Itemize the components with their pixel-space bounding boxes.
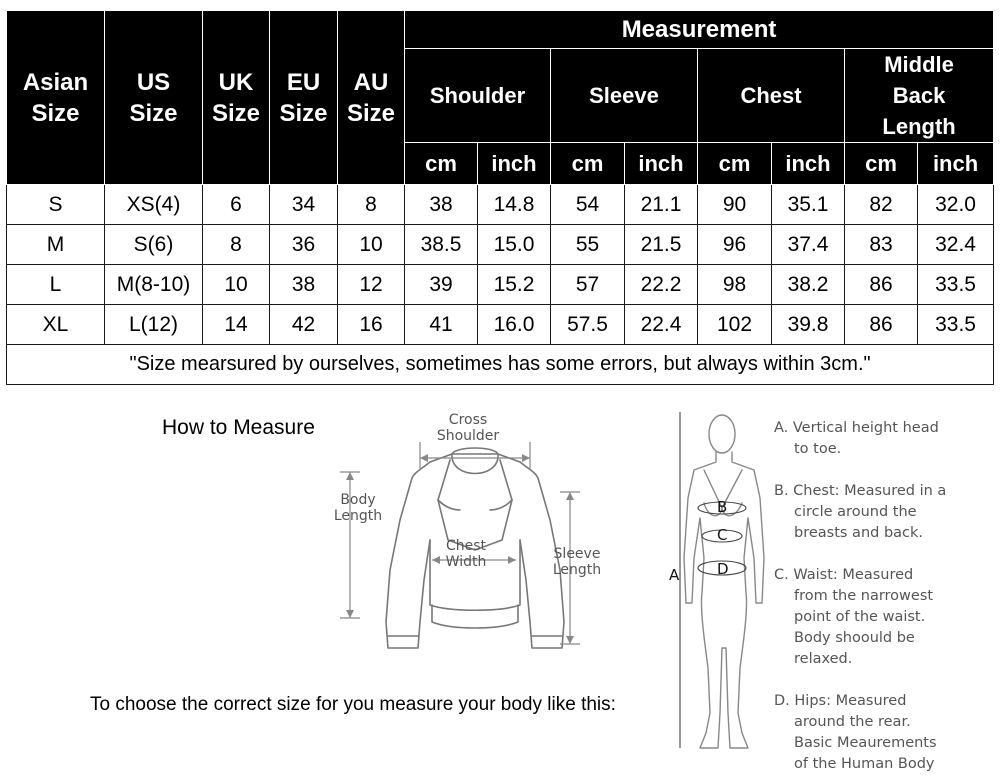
- unit-header: cm: [405, 143, 478, 185]
- table-cell: 22.4: [625, 305, 698, 345]
- table-cell: 38: [270, 265, 338, 305]
- table-cell: 10: [338, 225, 405, 265]
- table-row: [7, 265, 994, 305]
- header-measurement: Measurement: [405, 11, 994, 49]
- table-cell: 15.2: [478, 265, 551, 305]
- header-eu-size: EU Size: [270, 11, 338, 185]
- table-cell: 57.5: [551, 305, 625, 345]
- table-cell: M: [7, 225, 105, 265]
- legend-item-c: C. Waist: Measured from the narrowest point of the waist. Body shoould be relaxed.: [774, 567, 934, 667]
- table-cell: 36: [270, 225, 338, 265]
- table-cell: 86: [845, 305, 918, 345]
- legend-item-d: D. Hips: Measured around the rear. Basic Meaurements of the Human Body: [774, 693, 937, 772]
- measurement-note: "Size mearsured by ourselves, sometimes has some errors, but always within 3cm.": [7, 345, 994, 385]
- figure-label-b: B: [717, 498, 728, 516]
- choose-size-instruction: To choose the correct size for you measure your body like this:: [90, 694, 616, 715]
- table-cell: 14: [203, 305, 270, 345]
- table-cell: 10: [203, 265, 270, 305]
- header-au-size: AU Size: [338, 11, 405, 185]
- table-cell: 8: [338, 185, 405, 225]
- figure-label-d: D: [717, 560, 729, 578]
- size-chart-table: [6, 10, 994, 385]
- body-length-label: Body Length: [333, 492, 383, 524]
- table-cell: 6: [203, 185, 270, 225]
- table-cell: 16.0: [478, 305, 551, 345]
- header-chest: Chest: [698, 49, 845, 143]
- table-cell: 90: [698, 185, 772, 225]
- table-cell: 15.0: [478, 225, 551, 265]
- unit-header: inch: [918, 143, 994, 185]
- table-cell: 32.4: [918, 225, 994, 265]
- table-cell: 38.5: [405, 225, 478, 265]
- unit-header: cm: [698, 143, 772, 185]
- table-cell: 54: [551, 185, 625, 225]
- chest-width-label: Chest Width: [445, 538, 487, 570]
- how-to-measure-title: How to Measure: [162, 416, 315, 439]
- table-cell: 32.0: [918, 185, 994, 225]
- table-cell: 34: [270, 185, 338, 225]
- unit-header: cm: [551, 143, 625, 185]
- table-cell: M(8-10): [105, 265, 203, 305]
- table-cell: 38.2: [772, 265, 845, 305]
- header-shoulder: Shoulder: [405, 49, 551, 143]
- table-row: [7, 185, 994, 225]
- table-cell: 82: [845, 185, 918, 225]
- legend-item-b: B. Chest: Measured in a circle around the breasts and back.: [774, 483, 947, 541]
- table-cell: S: [7, 185, 105, 225]
- header-middle-back-length: Middle Back Length: [845, 49, 994, 143]
- table-cell: 96: [698, 225, 772, 265]
- table-cell: L(12): [105, 305, 203, 345]
- table-cell: 83: [845, 225, 918, 265]
- header-sleeve: Sleeve: [551, 49, 698, 143]
- table-cell: XL: [7, 305, 105, 345]
- table-row: [7, 225, 994, 265]
- figure-label-c: C: [717, 526, 728, 544]
- table-cell: 33.5: [918, 265, 994, 305]
- table-cell: 37.4: [772, 225, 845, 265]
- table-cell: 86: [845, 265, 918, 305]
- table-cell: 33.5: [918, 305, 994, 345]
- unit-header: inch: [625, 143, 698, 185]
- table-cell: 22.2: [625, 265, 698, 305]
- header-asian-size: Asian Size: [7, 11, 105, 185]
- unit-header: inch: [772, 143, 845, 185]
- table-cell: 98: [698, 265, 772, 305]
- table-cell: S(6): [105, 225, 203, 265]
- table-cell: 12: [338, 265, 405, 305]
- table-cell: 16: [338, 305, 405, 345]
- table-cell: 42: [270, 305, 338, 345]
- table-cell: 8: [203, 225, 270, 265]
- table-cell: 55: [551, 225, 625, 265]
- table-cell: 21.5: [625, 225, 698, 265]
- cross-shoulder-label: Cross Shoulder: [436, 412, 500, 444]
- sleeve-length-label: Sleeve Length: [552, 546, 602, 578]
- table-cell: 57: [551, 265, 625, 305]
- table-cell: 39.8: [772, 305, 845, 345]
- header-uk-size: UK Size: [203, 11, 270, 185]
- table-cell: 102: [698, 305, 772, 345]
- table-cell: 41: [405, 305, 478, 345]
- table-cell: 35.1: [772, 185, 845, 225]
- table-cell: 21.1: [625, 185, 698, 225]
- header-us-size: US Size: [105, 11, 203, 185]
- body-figure: [682, 408, 782, 758]
- table-cell: L: [7, 265, 105, 305]
- table-cell: 39: [405, 265, 478, 305]
- figure-label-a: A: [669, 566, 680, 584]
- table-cell: 38: [405, 185, 478, 225]
- unit-header: cm: [845, 143, 918, 185]
- table-row: [7, 305, 994, 345]
- legend-item-a: A. Vertical height head to toe.: [774, 420, 939, 457]
- unit-header: inch: [478, 143, 551, 185]
- table-cell: 14.8: [478, 185, 551, 225]
- table-cell: XS(4): [105, 185, 203, 225]
